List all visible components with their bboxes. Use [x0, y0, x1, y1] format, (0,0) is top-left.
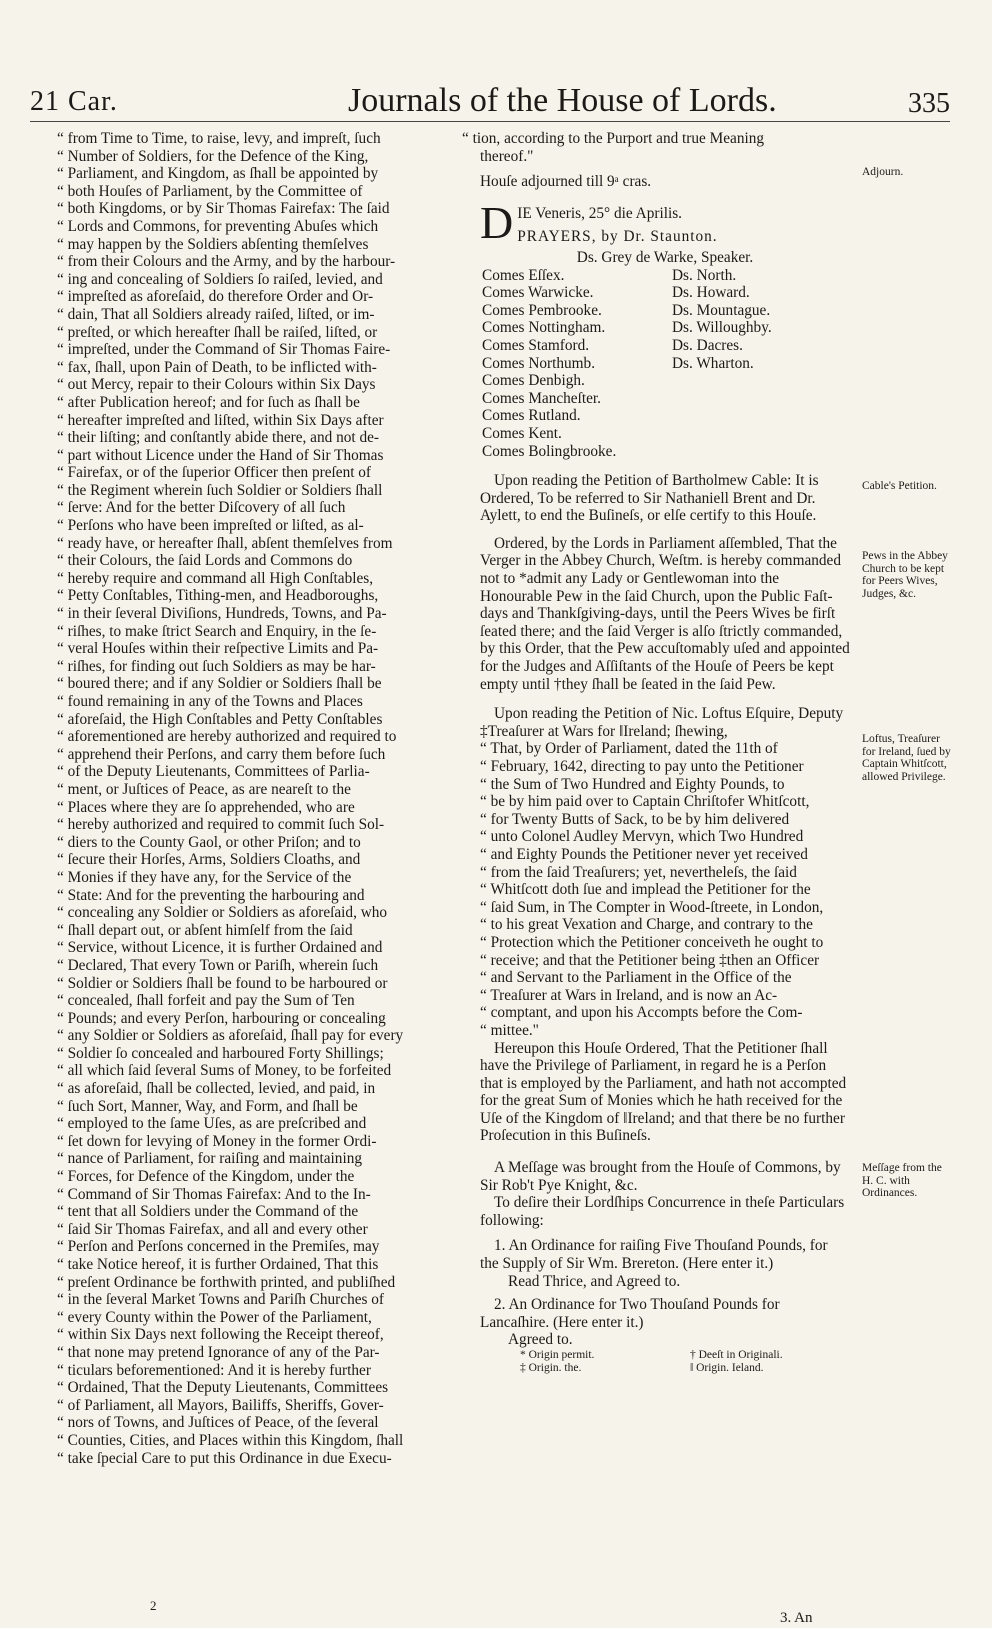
petition-quote-line: “ and Servant to the Parliament in the Office of the: [498, 969, 850, 987]
continuation-line-2: thereof.": [480, 147, 534, 165]
ordinance-line: “ riſhes, for finding out ſuch Soldiers as may be har-: [75, 658, 465, 676]
ordinance-line: “ Fairefax, or of the ſuperior Officer then preſent of: [75, 464, 465, 482]
petition-quote-line: “ comptant, and upon his Accompts before the Com-: [498, 1004, 850, 1022]
concurrence-paragraph: To deſire their Lordſhips Concurrence in theſe Particulars following:: [480, 1194, 845, 1229]
ordinance-line: “ found remaining in any of the Towns and Places: [75, 693, 465, 711]
ordinance-line: “ take Notice hereof, it is further Ordained, That this: [75, 1256, 465, 1274]
continuation-line-1: “ tion, according to the Purport and true Meaning: [480, 130, 850, 148]
ordinance-line: “ Perſons who have been impreſted or liſted, as al-: [75, 517, 465, 535]
comes-entry: Comes Mancheſter.: [482, 389, 601, 407]
ordinance-line: “ ſet down for levying of Money in the former Ordi-: [75, 1133, 465, 1151]
comes-entry: Comes Kent.: [482, 424, 562, 442]
ordinance-line: “ Pounds; and every Perſon, harbouring or concealing: [75, 1010, 465, 1028]
petition-quote-line: “ unto Colonel Audley Mervyn, which Two Hundred: [498, 828, 850, 846]
ordinance-line: “ Places where they are ſo apprehended, who are: [75, 799, 465, 817]
ordinance-line: “ apprehend their Perſons, and carry them before ſuch: [75, 746, 465, 764]
baron-entry: Ds. Willoughby.: [672, 319, 772, 337]
ordinance-line: “ every County within the Power of the Parliament,: [75, 1309, 465, 1327]
ordinance-line: “ of the Deputy Lieutenants, Committees of Parlia-: [75, 763, 465, 781]
ordinance-line: “ in their ſeveral Diviſions, Hundreds, Towns, and Pa-: [75, 605, 465, 623]
ordinance-line: “ any Soldier or Soldiers as aforeſaid, ſhall pay for every: [75, 1027, 465, 1045]
ordinance-line: “ aforeſaid, the High Conſtables and Petty Conſtables: [75, 711, 465, 729]
ordinance-line: “ nance of Parliament, for raiſing and maintaining: [75, 1150, 465, 1168]
ordinance-line: “ Ordained, That the Deputy Lieutenants, Committees: [75, 1379, 465, 1397]
ordinance-line: “ the Regiment wherein ſuch Soldier or Soldiers ſhall: [75, 482, 465, 500]
petition-quote-line: “ mittee.": [498, 1022, 850, 1040]
ordinance-line: “ out Mercy, repair to their Colours within Six Days: [75, 376, 465, 394]
ordinance-line: “ after Publication hereof; and for ſuch as ſhall be: [75, 394, 465, 412]
ordinance-line: “ preſted, or which hereafter ſhall be raiſed, liſted, or: [75, 324, 465, 342]
petition-quote-line: “ Treaſurer at Wars in Ireland, and is now an Ac-: [498, 987, 850, 1005]
header-rule: [30, 121, 950, 122]
ordinance-line: “ Soldier ſo concealed and harboured Forty Shillings;: [75, 1045, 465, 1063]
ordinance-line: “ from their Colours and the Army, and by the harbour-: [75, 253, 465, 271]
baron-entry: Ds. Howard.: [672, 284, 750, 302]
comes-entry: Comes Bolingbrooke.: [482, 442, 617, 460]
ordinance-line: “ ſaid Sir Thomas Fairefax, and all and every other: [75, 1221, 465, 1239]
comes-entry: Comes Nottingham.: [482, 319, 606, 337]
footnote-1: * Origin permit.: [520, 1349, 595, 1361]
margin-message: Meſſage from the H. C. with Ordinances.: [862, 1162, 942, 1199]
ordinance-line: “ Lords and Commons, for preventing Abuſes which: [75, 218, 465, 236]
catchword: 3. An: [780, 1610, 813, 1626]
comes-entry: Comes Rutland.: [482, 407, 581, 425]
ordinance-line: “ boured there; and if any Soldier or Soldiers ſhall be: [75, 675, 465, 693]
ordinance-line: “ hereafter impreſted and liſted, within Six Days after: [75, 412, 465, 430]
speaker-line: Ds. Grey de Warke, Speaker.: [576, 248, 754, 266]
ordinance-line: “ ticulars beforementioned: And it is hereby further: [75, 1362, 465, 1380]
footnote-2: † Deeſt in Originali.: [690, 1349, 783, 1361]
ordinance-line: “ within Six Days next following the Receipt thereof,: [75, 1326, 465, 1344]
lords-present: [482, 267, 850, 461]
ordinance-line: “ impreſted, under the Command of Sir Thomas Faire-: [75, 341, 465, 359]
petition-quote-line: “ Protection which the Petitioner conceiveth he ought to: [498, 934, 850, 952]
petition-quote-line: “ and Eighty Pounds the Petitioner never yet received: [498, 846, 850, 864]
ordinance-line: “ preſent Ordinance be forthwith printed, and publiſhed: [75, 1274, 465, 1292]
petition-quote-line: “ from the ſaid Treaſurers; yet, nevertheleſs, the ſaid: [498, 864, 850, 882]
ordinance-line: “ Petty Conſtables, Tithing-men, and Headboroughs,: [75, 587, 465, 605]
ordinance-line: “ all which ſaid ſeveral Sums of Money, to be forfeited: [75, 1062, 465, 1080]
loftus-petition-intro: Upon reading the Petition of Nic. Loftus Eſquire, Deputy ‡Treaſurer at Wars for ǁIreland; ſhewing,: [480, 705, 844, 740]
ordinance-line: “ diers to the County Gaol, or other Priſon; and to: [75, 834, 465, 852]
prayers-line: PRAYERS, by Dr. Staunton.: [517, 228, 718, 246]
ordinance-line: “ Monies if they have any, for the Service of the: [75, 869, 465, 887]
ordinance-line: “ ſuch Sort, Manner, Way, and Form, and ſhall be: [75, 1098, 465, 1116]
right-column: [472, 130, 850, 1375]
ordinance-line: “ concealing any Soldier or Soldiers as aforeſaid, who: [75, 904, 465, 922]
comes-entry: Comes Northumb.: [482, 354, 596, 372]
petition-quote-line: “ be by him paid over to Captain Chriſtofer Whitſcott,: [498, 793, 850, 811]
margin-adjourn: Adjourn.: [862, 166, 904, 178]
ordinance-line: “ concealed, ſhall forfeit and pay the Sum of Ten: [75, 992, 465, 1010]
privilege-order-paragraph: Hereupon this Houſe Ordered, That the Petitioner ſhall have the Privilege of Parliament, in regard he is a Perſon that is employed by the Parliament, and hath not accompted for the great Sum of Monies which he hath received for the Uſe of the Kingdom of ǁIreland; and that there be no further Proſecution in this Buſineſs.: [480, 1039, 847, 1145]
ordinance-item-1-result: Read Thrice, and Agreed to.: [508, 1272, 681, 1290]
ordinance-line: “ Counties, Cities, and Places within this Kingdom, ſhall: [75, 1432, 465, 1450]
ordinance-line: “ take ſpecial Care to put this Ordinance in due Execu-: [75, 1450, 465, 1468]
ordinance-line: “ Soldier or Soldiers ſhall be found to be harboured or: [75, 975, 465, 993]
ordinance-line: “ dain, That all Soldiers already raiſed, liſted, or im-: [75, 306, 465, 324]
ordinance-line: “ Command of Sir Thomas Fairefax: And to the In-: [75, 1186, 465, 1204]
comes-entry: Comes Warwicke.: [482, 284, 594, 302]
ordinance-line: “ tent that all Soldiers under the Command of the: [75, 1203, 465, 1221]
petition-quote-line: “ receive; and that the Petitioner being ‡then an Officer: [498, 952, 850, 970]
date-text: IE Veneris, 25° die Aprilis.: [517, 204, 682, 222]
ordinance-line: “ ſecure their Horſes, Arms, Soldiers Cloaths, and: [75, 851, 465, 869]
page-header: [30, 78, 950, 122]
footnote-3: ‡ Origin. the.: [520, 1362, 582, 1374]
ordinance-item-2-result: Agreed to.: [508, 1331, 573, 1349]
ordinance-line: “ as aforeſaid, ſhall be collected, levied, and paid, in: [75, 1080, 465, 1098]
comes-entry: Comes Pembrooke.: [482, 301, 602, 319]
ordinance-line: “ from Time to Time, to raise, levy, and impreſt, ſuch: [75, 130, 465, 148]
comites-list: [482, 267, 672, 461]
reign-label: 21 Car.: [30, 86, 118, 117]
ordinance-line: “ ing and concealing of Soldiers ſo raiſed, levied, and: [75, 271, 465, 289]
ordinance-line: “ Forces, for Defence of the Kingdom, under the: [75, 1168, 465, 1186]
petition-quote-line: “ to his great Vexation and Charge, and contrary to the: [498, 916, 850, 934]
cable-petition-paragraph: Upon reading the Petition of Bartholmew Cable: It is Ordered, To be referred to Sir Nathaniell Brent and Dr. Aylett, to end the Buſineſs, or elſe certify to this Houſe.: [480, 472, 819, 525]
footnote-4: ǁ Origin. Ieland.: [690, 1362, 764, 1374]
ordinance-line: “ Number of Soldiers, for the Defence of the King,: [75, 148, 465, 166]
petition-quote-line: “ Whitſcott doth ſue and implead the Petitioner for the: [498, 881, 850, 899]
petition-quote-line: “ ſaid Sum, in The Compter in Wood-ſtreete, in London,: [498, 899, 850, 917]
ordinance-line: “ hereby authorized and required to commit ſuch Sol-: [75, 816, 465, 834]
comes-entry: Comes Denbigh.: [482, 372, 585, 390]
ordinance-line: “ nors of Towns, and Juſtices of Peace, of the ſeveral: [75, 1414, 465, 1432]
ordinance-line: “ veral Houſes within their reſpective Limits and Pa-: [75, 640, 465, 658]
ordinance-line: “ both Kingdoms, or by Sir Thomas Fairefax: The ſaid: [75, 200, 465, 218]
drop-cap: D: [480, 202, 514, 246]
comes-entry: Comes Eſſex.: [482, 266, 565, 284]
left-column: [67, 130, 465, 1467]
ordinance-line: “ Declared, That every Town or Pariſh, wherein ſuch: [75, 957, 465, 975]
message-paragraph: A Meſſage was brought from the Houſe of Commons, by Sir Rob't Pye Knight, &c.: [480, 1159, 841, 1194]
loftus-petition-quote: [480, 740, 850, 1039]
adjourned-note: Houſe adjourned till 9ᵃ cras.: [480, 173, 652, 191]
petition-quote-line: “ for Twenty Butts of Sack, to be by him delivered: [498, 811, 850, 829]
ordinance-line: “ in the ſeveral Market Towns and Pariſh Churches of: [75, 1291, 465, 1309]
ordinance-item-1: 1. An Ordinance for raiſing Five Thouſand Pounds, for the Supply of Sir Wm. Brereton. (Here enter it.): [480, 1237, 828, 1273]
footnotes: [520, 1349, 850, 1375]
journal-title: Journals of the House of Lords.: [348, 82, 777, 119]
ordinance-line: “ Service, without Licence, it is further Ordained and: [75, 939, 465, 957]
ordinance-line: “ Parliament, and Kingdom, as ſhall be appointed by: [75, 165, 465, 183]
pews-order-paragraph: Ordered, by the Lords in Parliament aſſembled, That the Verger in the Abbey Church, Weſtm. is hereby commanded not to *admit any Lady or Gentlewoman into the Honourable Pew in the ſaid Church, upon the Public Faſt-days and Thankſgiving-days, until the Peers Wives be firſt ſeated there; and the ſaid Verger is alſo ſtrictly commanded, by this Order, that the Pew accuſtomably uſed and appointed for the Judges and Aſſiſtants of the Houſe of Peers be kept empty until †they ſhall be ſeated in the ſaid Pew.: [480, 534, 850, 693]
ordinance-line: “ their Colours, the ſaid Lords and Commons do: [75, 552, 465, 570]
ordinance-line: “ ment, or Juſtices of Peace, as are neareſt to the: [75, 781, 465, 799]
ordinance-line: “ employed to the ſame Uſes, as are preſcribed and: [75, 1115, 465, 1133]
baron-entry: Ds. Dacres.: [672, 336, 743, 354]
baron-entry: Ds. Mountague.: [672, 301, 771, 319]
page-number: 335: [908, 88, 950, 119]
ordinance-line: “ that none may pretend Ignorance of any of the Par-: [75, 1344, 465, 1362]
comes-entry: Comes Stamford.: [482, 336, 590, 354]
ordinance-line: “ ready have, or hereafter ſhall, abſent themſelves from: [75, 535, 465, 553]
ordinance-line: “ State: And for the preventing the harbouring and: [75, 887, 465, 905]
margin-pews: Pews in the Abbey Church to be kept for Peers Wives, Judges, &c.: [862, 550, 948, 600]
ordinance-line: “ ſhall depart out, or abſent himſelf from the ſaid: [75, 922, 465, 940]
baron-entry: Ds. Wharton.: [672, 354, 754, 372]
ordinance-item-2: 2. An Ordinance for Two Thouſand Pounds for Lancaſhire. (Here enter it.): [480, 1296, 780, 1331]
ordinance-line: “ Perſon and Perſons concerned in the Premiſes, may: [75, 1238, 465, 1256]
ordinance-line: “ fax, ſhall, upon Pain of Death, to be inflicted with-: [75, 359, 465, 377]
ordinance-line: “ part without Licence under the Hand of Sir Thomas: [75, 447, 465, 465]
petition-quote-line: “ the Sum of Two Hundred and Eighty Pounds, to: [498, 776, 850, 794]
ordinance-line: “ riſhes, to make ſtrict Search and Enquiry, in the ſe-: [75, 623, 465, 641]
ordinance-line: “ ſerve: And for the better Diſcovery of all ſuch: [75, 499, 465, 517]
ordinance-line: “ both Houſes of Parliament, by the Committee of: [75, 183, 465, 201]
margin-cable-petition: Cable's Petition.: [862, 480, 937, 492]
baron-entry: Ds. North.: [672, 266, 737, 284]
ordinance-line: “ their liſting; and conſtantly abide there, and not de-: [75, 429, 465, 447]
barones-list: [672, 267, 842, 461]
petition-quote-line: “ February, 1642, directing to pay unto the Petitioner: [498, 758, 850, 776]
margin-loftus: Loftus, Treaſurer for Ireland, ſued by Captain Whitſcott, allowed Privilege.: [862, 733, 951, 783]
petition-quote-line: “ That, by Order of Parliament, dated the 11th of: [498, 740, 850, 758]
ordinance-line: “ of Parliament, all Mayors, Bailiffs, Sheriffs, Gover-: [75, 1397, 465, 1415]
ordinance-line: “ hereby require and command all High Conſtables,: [75, 570, 465, 588]
date-heading: [480, 203, 850, 246]
ordinance-line: “ may happen by the Soldiers abſenting themſelves: [75, 236, 465, 254]
ordinance-line: “ impreſted as aforeſaid, do therefore Order and Or-: [75, 288, 465, 306]
signature-mark: 2: [150, 1598, 157, 1613]
ordinance-line: “ aforementioned are hereby authorized and required to: [75, 728, 465, 746]
